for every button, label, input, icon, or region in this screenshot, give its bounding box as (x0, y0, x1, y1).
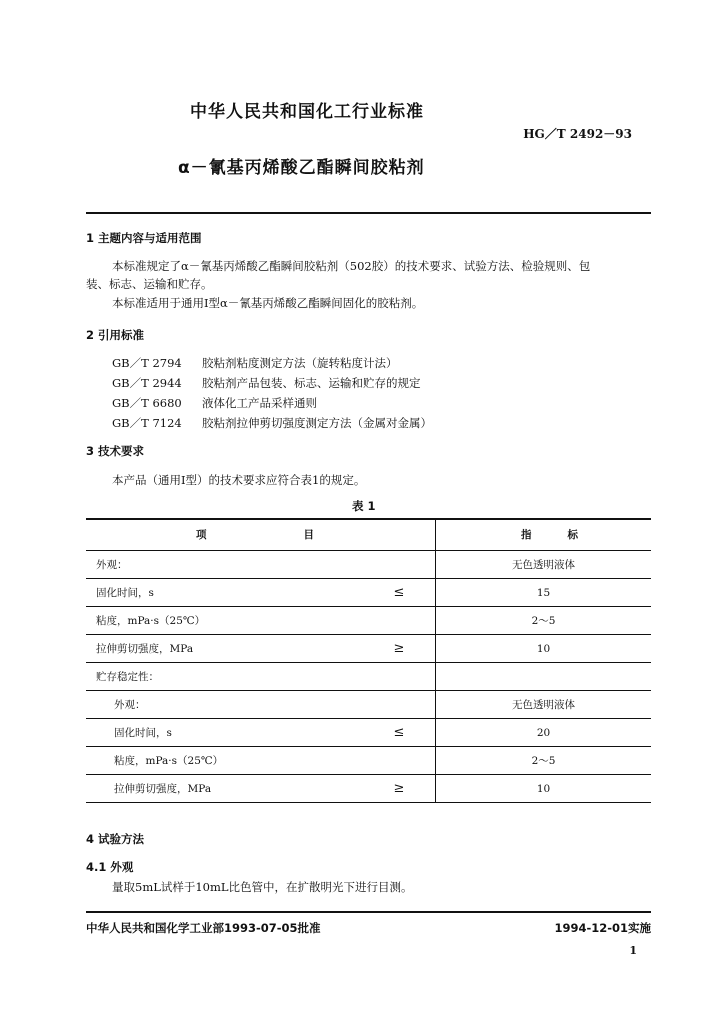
table-caption: 表 1 (352, 499, 376, 513)
footer-rule (86, 911, 651, 913)
column-header-spec (436, 519, 652, 551)
row-value: 无色透明液体 (436, 691, 652, 719)
table-row (86, 775, 651, 803)
row-item: 外观： (86, 551, 363, 579)
row-item: 外观： (86, 691, 363, 719)
section-3-heading: 3 技术要求 (86, 444, 145, 458)
row-value: 10 (436, 635, 652, 663)
section-1-paragraph-1-line-1: 本标准规定了α－氰基丙烯酸乙酯瞬间胶粘剂（502胶）的技术要求、试验方法、检验规则、包 (112, 259, 591, 273)
row-symbol: ≤ (363, 579, 436, 607)
row-value: 15 (436, 579, 652, 607)
column-header-item-part: 目 (303, 529, 314, 541)
section-4-heading: 4 试验方法 (86, 832, 145, 846)
table-row (86, 719, 651, 747)
reference-code: GB／T 2794 (112, 356, 182, 370)
table-row (86, 551, 651, 579)
row-symbol (363, 551, 436, 579)
spec-table (86, 519, 651, 803)
reference-code: GB／T 2944 (112, 376, 182, 390)
row-symbol: ≤ (363, 719, 436, 747)
document-title: α－氰基丙烯酸乙酯瞬间胶粘剂 (178, 158, 425, 178)
row-item: 粘度，mPa·s（25℃） (86, 607, 363, 635)
reference-title: 液体化工产品采样通则 (202, 396, 317, 410)
row-item: 拉伸剪切强度，MPa (86, 635, 363, 663)
section-1-heading: 1 主题内容与适用范围 (86, 231, 202, 245)
table-header-row (86, 519, 651, 551)
row-item: 拉伸剪切强度，MPa (86, 775, 363, 803)
table-row (86, 635, 651, 663)
reference-code: GB／T 7124 (112, 416, 182, 430)
row-symbol: ≥ (363, 775, 436, 803)
column-header-item (86, 519, 363, 551)
column-header-symbol (363, 519, 436, 551)
table-row (86, 747, 651, 775)
row-value: 2～5 (436, 607, 652, 635)
column-header-item-part: 项 (196, 529, 207, 541)
standard-title: 中华人民共和国化工行业标准 (190, 102, 424, 122)
column-header-spec-part: 标 (567, 529, 578, 541)
row-item: 粘度，mPa·s（25℃） (86, 747, 363, 775)
row-value (436, 663, 652, 691)
page-number: 1 (629, 944, 637, 957)
section-1-paragraph-2: 本标准适用于通用Ⅰ型α－氰基丙烯酸乙酯瞬间固化的胶粘剂。 (112, 296, 424, 310)
row-value: 2～5 (436, 747, 652, 775)
reference-title: 胶粘剂拉伸剪切强度测定方法（金属对金属） (202, 416, 432, 430)
standard-code: HG／T 2492－93 (523, 127, 632, 141)
row-symbol (363, 691, 436, 719)
row-symbol: ≥ (363, 635, 436, 663)
reference-title: 胶粘剂粘度测定方法（旋转粘度计法） (202, 356, 398, 370)
section-4-1-heading: 4.1 外观 (86, 860, 134, 874)
table-row (86, 579, 651, 607)
row-value: 无色透明液体 (436, 551, 652, 579)
section-3-paragraph: 本产品（通用Ⅰ型）的技术要求应符合表1的规定。 (112, 473, 366, 487)
row-symbol (363, 663, 436, 691)
table-row (86, 607, 651, 635)
reference-code: GB／T 6680 (112, 396, 182, 410)
effective-date: 1994-12-01实施 (554, 921, 651, 935)
section-4-1-paragraph: 量取5mL试样于10mL比色管中，在扩散明光下进行目测。 (112, 880, 413, 894)
section-2-heading: 2 引用标准 (86, 328, 145, 342)
header-rule (86, 212, 651, 214)
row-symbol (363, 747, 436, 775)
row-item: 固化时间，s (86, 719, 363, 747)
reference-title: 胶粘剂产品包装、标志、运输和贮存的规定 (202, 376, 421, 390)
row-value: 10 (436, 775, 652, 803)
column-header-spec-part: 指 (521, 529, 532, 541)
row-item: 贮存稳定性： (86, 663, 363, 691)
row-value: 20 (436, 719, 652, 747)
row-symbol (363, 607, 436, 635)
approval-note: 中华人民共和国化学工业部1993-07-05批准 (86, 921, 321, 935)
table-row (86, 663, 651, 691)
table-row (86, 691, 651, 719)
section-1-paragraph-1-line-2: 装、标志、运输和贮存。 (86, 277, 213, 291)
row-item: 固化时间，s (86, 579, 363, 607)
